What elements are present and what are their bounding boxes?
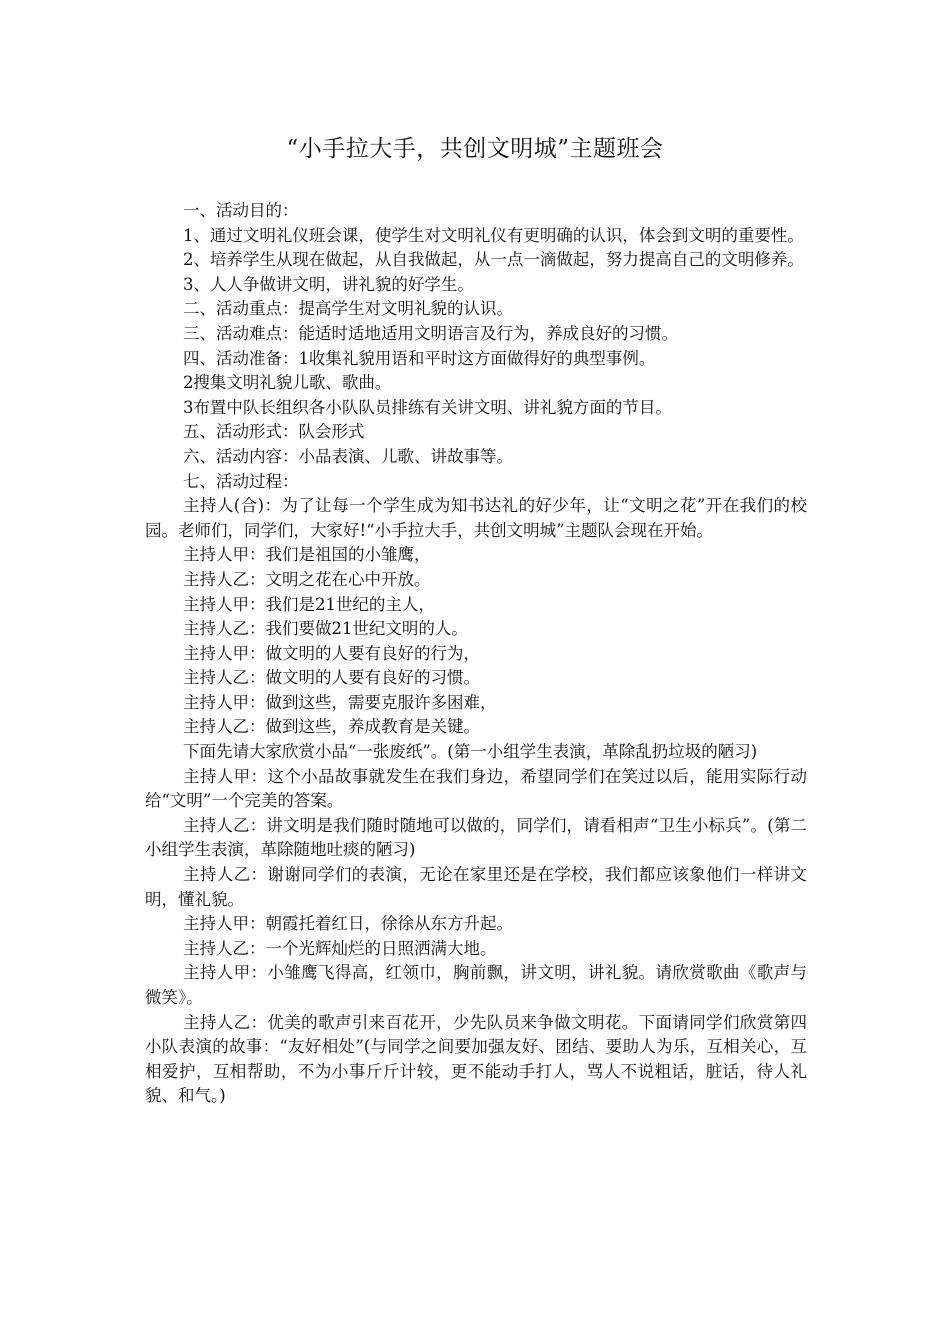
- paragraph: 五、活动形式：队会形式: [182, 422, 365, 442]
- paragraph: 3、人人争做讲文明，讲礼貌的好学生。: [182, 274, 474, 294]
- paragraph: 2搜集文明礼貌儿歌、歌曲。: [182, 373, 392, 393]
- paragraph: 主持人甲：小雏鹰飞得高，红领巾，胸前飘，讲文明，讲礼貌。请欣赏歌曲《歌声与微笑》。: [145, 963, 807, 1007]
- paragraph: 主持人乙：谢谢同学们的表演，无论在家里还是在学校，我们都应该象他们一样讲文明，懂礼貌。: [145, 865, 807, 909]
- paragraph: 1、通过文明礼仪班会课，使学生对文明礼仪有更明确的认识，体会到文明的重要性。: [182, 225, 804, 245]
- paragraph: 主持人乙：做文明的人要有良好的习惯。: [182, 668, 480, 688]
- paragraph: 主持人乙：做到这些，养成教育是关键。: [182, 717, 480, 737]
- paragraph: 3布置中队长组织各小队队员排练有关讲文明、讲礼貌方面的节目。: [182, 397, 672, 417]
- paragraph: 六、活动内容：小品表演、儿歌、讲故事等。: [182, 446, 513, 466]
- paragraph: 2、培养学生从现在做起，从自我做起，从一点一滴做起，努力提高自己的文明修养。: [182, 250, 804, 270]
- paragraph: 四、活动准备：1收集礼貌用语和平时这方面做得好的典型事例。: [182, 348, 656, 368]
- paragraph: 主持人甲：这个小品故事就发生在我们身边，希望同学们在笑过以后，能用实际行动给“文明”一个完美的答案。: [145, 766, 807, 811]
- paragraph: 主持人甲：做到这些，需要克服许多困难，: [182, 692, 497, 712]
- paragraph: 主持人乙：优美的歌声引来百花开，少先队员来争做文明花。下面请同学们欣赏第四小队表演的故事：“友好相处”(与同学之间要加强友好、团结、要助人为乐，互相关心，互相爱护，互相帮助，不为小事斤斤计较，更不能动手打人，骂人不说粗话，脏话，待人礼貌、和气。): [145, 1012, 807, 1106]
- paragraph: 三、活动难点：能适时适地适用文明语言及行为，养成良好的习惯。: [182, 323, 678, 343]
- paragraph: 一、活动目的：: [182, 201, 299, 220]
- paragraph: 主持人乙：我们要做21世纪文明的人。: [182, 619, 468, 639]
- paragraph: 主持人乙：讲文明是我们随时随地可以做的，同学们，请看相声“卫生小标兵”。(第二小组学生表演，革除随地吐痰的陋习): [145, 815, 807, 860]
- document-body: [145, 199, 807, 1109]
- paragraph: 主持人甲：我们是祖国的小雏鹰，: [182, 545, 431, 565]
- paragraph: 七、活动过程：: [182, 471, 299, 491]
- paragraph: 二、活动重点：提高学生对文明礼貌的认识。: [182, 299, 513, 319]
- paragraph: 主持人(合)：为了让每一个学生成为知书达礼的好少年，让“文明之花”开在我们的校园。老师们，同学们，大家好!“小手拉大手，共创文明城”主题队会现在开始。: [145, 496, 807, 540]
- document-title: “小手拉大手，共创文明城”主题班会: [286, 136, 664, 162]
- paragraph: 主持人甲：做文明的人要有良好的行为，: [182, 643, 480, 663]
- paragraph: 主持人甲：我们是21世纪的主人，: [182, 594, 435, 614]
- paragraph: 主持人乙：文明之花在心中开放。: [182, 569, 431, 589]
- paragraph: 主持人甲：朝霞托着红日，徐徐从东方升起。: [182, 914, 513, 934]
- paragraph: 主持人乙：一个光辉灿烂的日照洒满大地。: [182, 938, 497, 958]
- paragraph: 下面先请大家欣赏小品“一张废纸”。(第一小组学生表演，革除乱扔垃圾的陋习): [182, 742, 758, 762]
